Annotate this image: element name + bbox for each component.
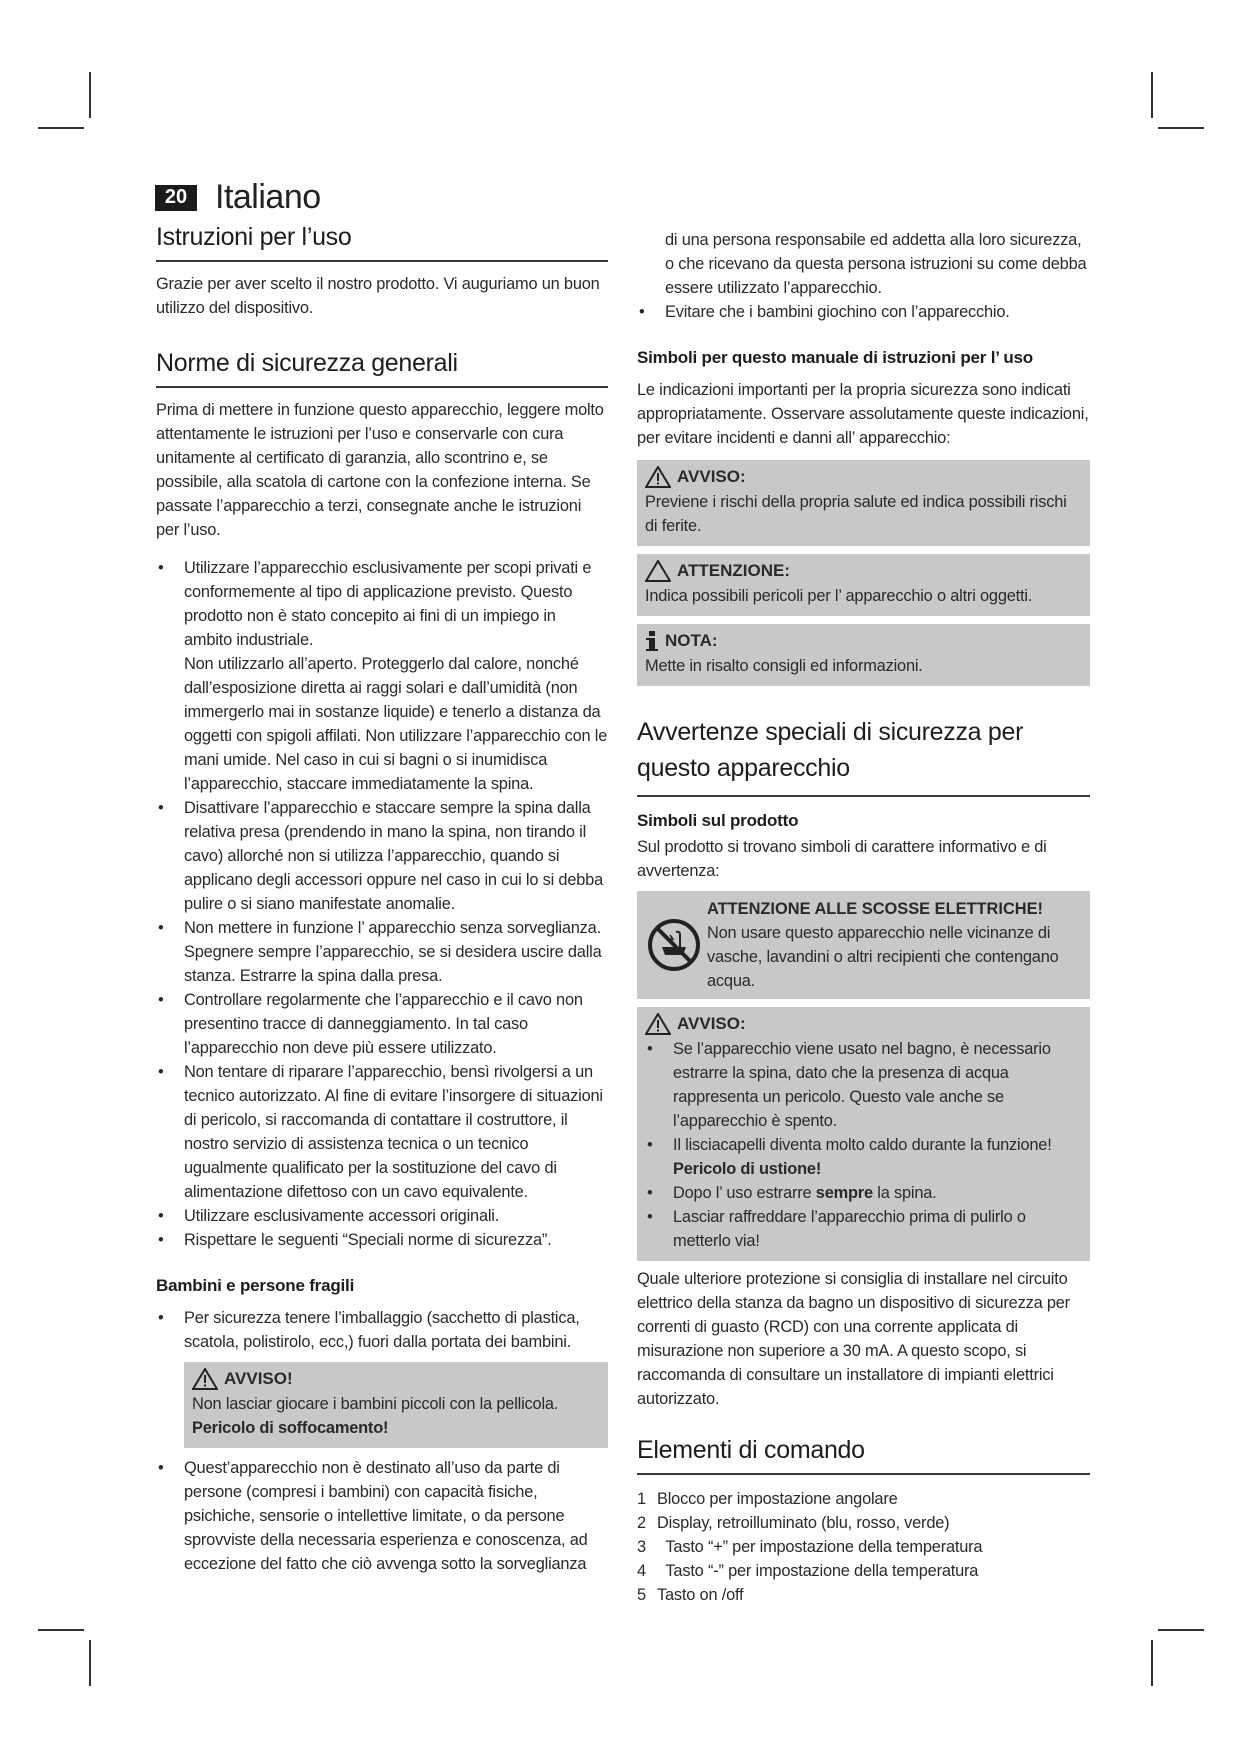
caution-triangle-icon: [645, 560, 671, 582]
list-item: • Dopo l’ uso estrarre sempre la spina.: [645, 1181, 1082, 1205]
crop-mark: [89, 72, 91, 118]
page-language: Italiano: [215, 178, 321, 216]
list-item: • Quest’apparecchio non è destinato all’uso da parte di persone (compresi i bambini) con capacità fisiche, psichiche, sensorie o intellettive limitate, o da persone sprovviste della necessaria esperienza e conoscenza, ad eccezione del fatto che ciò avvenga sotto la sorveglianza: [156, 1456, 608, 1576]
warning-triangle-icon: [645, 1013, 671, 1035]
safety-title: Norme di sicurezza generali: [156, 348, 608, 388]
shock-text: Non usare questo apparecchio nelle vicinanze di vasche, lavandini o altri recipienti che contengano acqua.: [707, 923, 1059, 990]
crop-mark: [38, 127, 84, 129]
attenzione-title: ATTENZIONE:: [677, 561, 791, 580]
list-item: • Rispettare le seguenti “Speciali norme di sicurezza”.: [156, 1228, 608, 1252]
list-item: • Utilizzare esclusivamente accessori originali.: [156, 1204, 608, 1228]
list-item: 2 Display, retroilluminato (blu, rosso, verde): [637, 1513, 950, 1532]
list-item: 5 Tasto on /off: [637, 1585, 744, 1604]
crop-mark: [1151, 1640, 1153, 1686]
warning-bold: Pericolo di soffocamento!: [192, 1419, 389, 1437]
nota-title: NOTA:: [665, 631, 718, 650]
list-item: • Utilizzare l’apparecchio esclusivamente per scopi privati e conformemente al tipo di applicazione previsto. Questo prodotto non è stato concepito ai fini di un impiego in ambito industriale. Non utilizzarlo all’aperto. Proteggerlo dal calore, nonché dall’esposizione diretta ai raggi solari e dall’umidità (non immergerlo mai in sostanze liquide) e tenerlo a distanza da oggetti con spigoli affilati. Non utilizzare l’apparecchio con le mani umide. Nel caso in cui si bagni o si inumidisca l’apparecchio, staccare immediatamente la spina.: [156, 556, 608, 796]
rcd-text: Quale ulteriore protezione si consiglia di installare nel circuito elettrico della stanza da bagno un dispositivo di sicurezza per correnti di guasto (RCD) con una corrente applicata di misurazione non superiore a 30 mA. A questo scopo, si raccomanda di consultare un installatore di impianti elettrici autorizzato.: [637, 1269, 1070, 1408]
list-item: • Disattivare l’apparecchio e staccare sempre la spina dalla relativa presa (prendendo in mano la spina, non tirando il cavo) allorché non si utilizza l’apparecchio, quando si applicano degli accessori oppure nel caso in cui lo si debba pulire o si siano manifestate anomalie.: [156, 796, 608, 916]
safety-intro: Prima di mettere in funzione questo apparecchio, leggere molto attentamente le istruzioni per l’uso e conservarle con cura unitamente al certificato di garanzia, allo scontrino e, se possibile, alla scatola di cartone con la confezione interna. Se passate l’apparecchio a terzi, consegnate anche le istruzioni per l’uso.: [156, 401, 604, 539]
avviso2-box: [637, 1007, 1090, 1261]
children-bullets: [156, 1306, 608, 1354]
shock-title: ATTENZIONE ALLE SCOSSE ELETTRICHE!: [707, 899, 1044, 918]
avviso2-title: AVVISO:: [677, 1013, 746, 1033]
list-item: 4 Tasto “-” per impostazione della temperatura: [637, 1561, 979, 1580]
crop-mark: [1158, 127, 1204, 129]
list-item: • Lasciar raffreddare l’apparecchio prima di pulirlo o metterlo via!: [645, 1205, 1082, 1253]
right-column: [637, 228, 1090, 1607]
crop-mark: [89, 1640, 91, 1686]
intro-text: Grazie per aver scelto il nostro prodotto. Vi auguriamo un buon utilizzo del dispositivo.: [156, 275, 600, 317]
shock-warning-box: [637, 891, 1090, 999]
info-icon: [645, 630, 659, 652]
list-item: • Non tentare di riparare l’apparecchio, bensì rivolgersi a un tecnico autorizzato. Al fine di evitare l’insorgere di situazioni di pericolo, si raccomanda di contattare il costruttore, il nostro servizio di assistenza tecnica o un tecnico ugualmente qualificato per la sostituzione del cavo di alimentazione difettoso con un cavo equivalente.: [156, 1060, 608, 1204]
instructions-title: Istruzioni per l’uso: [156, 222, 608, 262]
list-item: • Non mettere in funzione l’ apparecchio senza sorveglianza. Spegnere sempre l’apparecchio, se si desidera uscire dalla stanza. Estrarre la spina dalla presa.: [156, 916, 608, 988]
children-title: Bambini e persone fragili: [156, 1276, 355, 1295]
warning-title: AVVISO!: [224, 1369, 293, 1388]
list-item: • Evitare che i bambini giochino con l’apparecchio.: [637, 300, 1090, 324]
list-item: • Controllare regolarmente che l’apparecchio e il cavo non presentino tracce di danneggiamento. In tal caso l’apparecchio non deve più essere utilizzato.: [156, 988, 608, 1060]
nota-box: [637, 624, 1090, 686]
avviso-text: Previene i rischi della propria salute ed indica possibili rischi di ferite.: [645, 493, 1067, 535]
no-bath-icon: [646, 917, 702, 973]
nota-text: Mette in risalto consigli ed informazioni.: [645, 657, 923, 675]
controls-title: Elementi di comando: [637, 1435, 1090, 1475]
children-warning-box: [184, 1362, 608, 1448]
attenzione-text: Indica possibili pericoli per l’ apparecchio o altri oggetti.: [645, 587, 1033, 605]
children-bullets-2: [156, 1456, 608, 1576]
product-symbols-title: Simboli sul prodotto: [637, 810, 799, 830]
children-bullets-3: [637, 300, 1090, 324]
crop-mark: [38, 1629, 84, 1631]
list-item: 1 Blocco per impostazione angolare: [637, 1489, 898, 1508]
list-item: 3 Tasto “+” per impostazione della temperatura: [637, 1537, 983, 1556]
crop-mark: [1158, 1629, 1204, 1631]
avviso-title: AVVISO:: [677, 467, 746, 486]
product-symbols-intro: Sul prodotto si trovano simboli di carattere informativo e di avvertenza:: [637, 837, 1047, 880]
warning-triangle-icon: [192, 1368, 218, 1390]
controls-list: [637, 1487, 1090, 1607]
special-title: Avvertenze speciali di sicurezza per questo apparecchio: [637, 714, 1090, 797]
attenzione-box: [637, 554, 1090, 616]
safety-bullets: [156, 556, 608, 1252]
list-item: • Se l’apparecchio viene usato nel bagno, è necessario estrarre la spina, dato che la presenza di acqua rappresenta un pericolo. Questo vale anche se l’apparecchio è spento.: [645, 1037, 1082, 1133]
symbols-manual-intro: Le indicazioni importanti per la propria sicurezza sono indicati appropriatamente. Osservare assolutamente queste indicazioni, per evitare incidenti e danni all’ apparecchio:: [637, 381, 1089, 447]
left-column: [156, 222, 608, 1576]
bullet-extra: Non utilizzarlo all’aperto. Proteggerlo dal calore, nonché dall’esposizione diretta ai raggi solari e dall’umidità (non immergerlo mai in sostanze liquide) e tenerlo a distanza da oggetti con spigoli affilati. Non utilizzare l’apparecchio con le mani umide. Nel caso in cui si bagni o si inumidisca l’apparecchio, staccare immediatamente la spina.: [184, 655, 608, 793]
page-header: [155, 178, 321, 217]
continued-text: di una persona responsabile ed addetta alla loro sicurezza, o che ricevano da questa persona istruzioni su come debba essere utilizzato l’apparecchio.: [665, 231, 1087, 297]
list-item: • Per sicurezza tenere l’imballaggio (sacchetto di plastica, scatola, polistirolo, ecc,) fuori dalla portata dei bambini.: [156, 1306, 608, 1354]
avviso-box: [637, 460, 1090, 546]
warning-text: Non lasciar giocare i bambini piccoli con la pellicola.: [192, 1395, 559, 1413]
page-number: 20: [155, 185, 197, 211]
warning-triangle-icon: [645, 466, 671, 488]
list-item: • Il lisciacapelli diventa molto caldo durante la funzione! Pericolo di ustione!: [645, 1133, 1082, 1181]
symbols-manual-title: Simboli per questo manuale di istruzioni per l’ uso: [637, 348, 1033, 367]
crop-mark: [1151, 72, 1153, 118]
